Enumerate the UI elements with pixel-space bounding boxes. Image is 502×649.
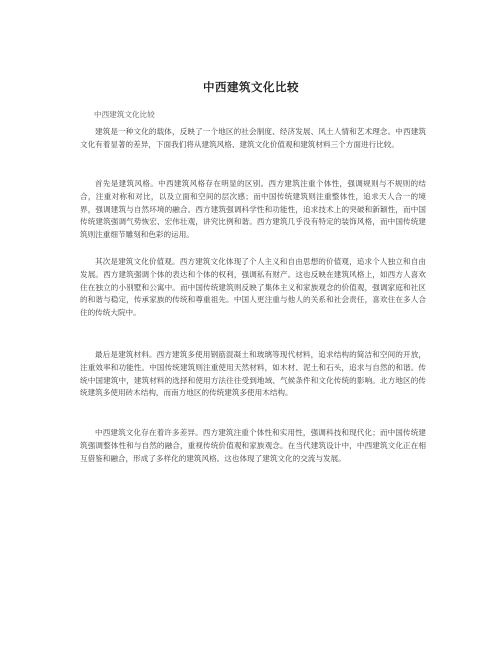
paragraph-architectural-style: 首先是建筑风格。中西建筑风格存在明显的区别。西方建筑注重个体性，强调规则与不规则的结合，注重对称和对比，以及立面和空间的层次感；而中国传统建筑则注重整体性，追求天人合一的境界，强调建筑与自然环境的融合。西方建筑强调科学性和功能性，追求技术上的突破和新颖性，而中国传统建筑强调气势恢宏、宏伟壮观，讲究比例和谐。西方建筑几乎没有特定的装饰风格，而中国传统建筑则注重细节雕刻和色彩的运用。: [80, 179, 426, 240]
paragraph-building-materials: 最后是建筑材料。西方建筑多使用钢筋混凝土和玻璃等现代材料，追求结构的简洁和空间的开放，注重效率和功能性。中国传统建筑则注重使用天然材料，如木材、泥土和石头，追求与自然的和谐。传统中国建筑中，建筑材料的选择和使用方法往往受到地域、气候条件和文化传统的影响。北方地区的传统建筑多使用砖木结构，而南方地区的传统建筑多使用木结构。: [80, 350, 426, 398]
paragraph-introduction: 建筑是一种文化的载体，反映了一个地区的社会制度、经济发展、风土人情和艺术理念。中西建筑文化有着显著的差异，下面我们将从建筑风格、建筑文化价值观和建筑材料三个方面进行比较。: [80, 127, 426, 149]
document-subtitle: 中西建筑文化比较: [94, 110, 155, 119]
document-title: 中西建筑文化比较: [203, 80, 299, 94]
paragraph-cultural-values: 其次是建筑文化价值观。西方建筑文化体现了个人主义和自由思想的价值观，追求个人独立和自由发展。西方建筑强调个体的表达和个体的权利，强调私有财产。这也反映在建筑风格上，如西方人喜欢住在独立的小别墅和公寓中。而中国传统建筑则反映了集体主义和家族观念的价值观，强调家庭和社区的和谐与稳定，传承家族的传统和尊重祖先。中国人更注重与他人的关系和社会责任，喜欢住在多人合住的传统大院中。: [80, 257, 426, 318]
paragraph-conclusion: 中西建筑文化存在着许多差异。西方建筑注重个体性和实用性，强调科技和现代化；而中国传统建筑强调整体性和与自然的融合，重视传统价值观和家族观念。在当代建筑设计中，中西建筑文化正在相互借鉴和融合，形成了多样化的建筑风格。这也体现了建筑文化的交流与发展。: [80, 428, 426, 463]
